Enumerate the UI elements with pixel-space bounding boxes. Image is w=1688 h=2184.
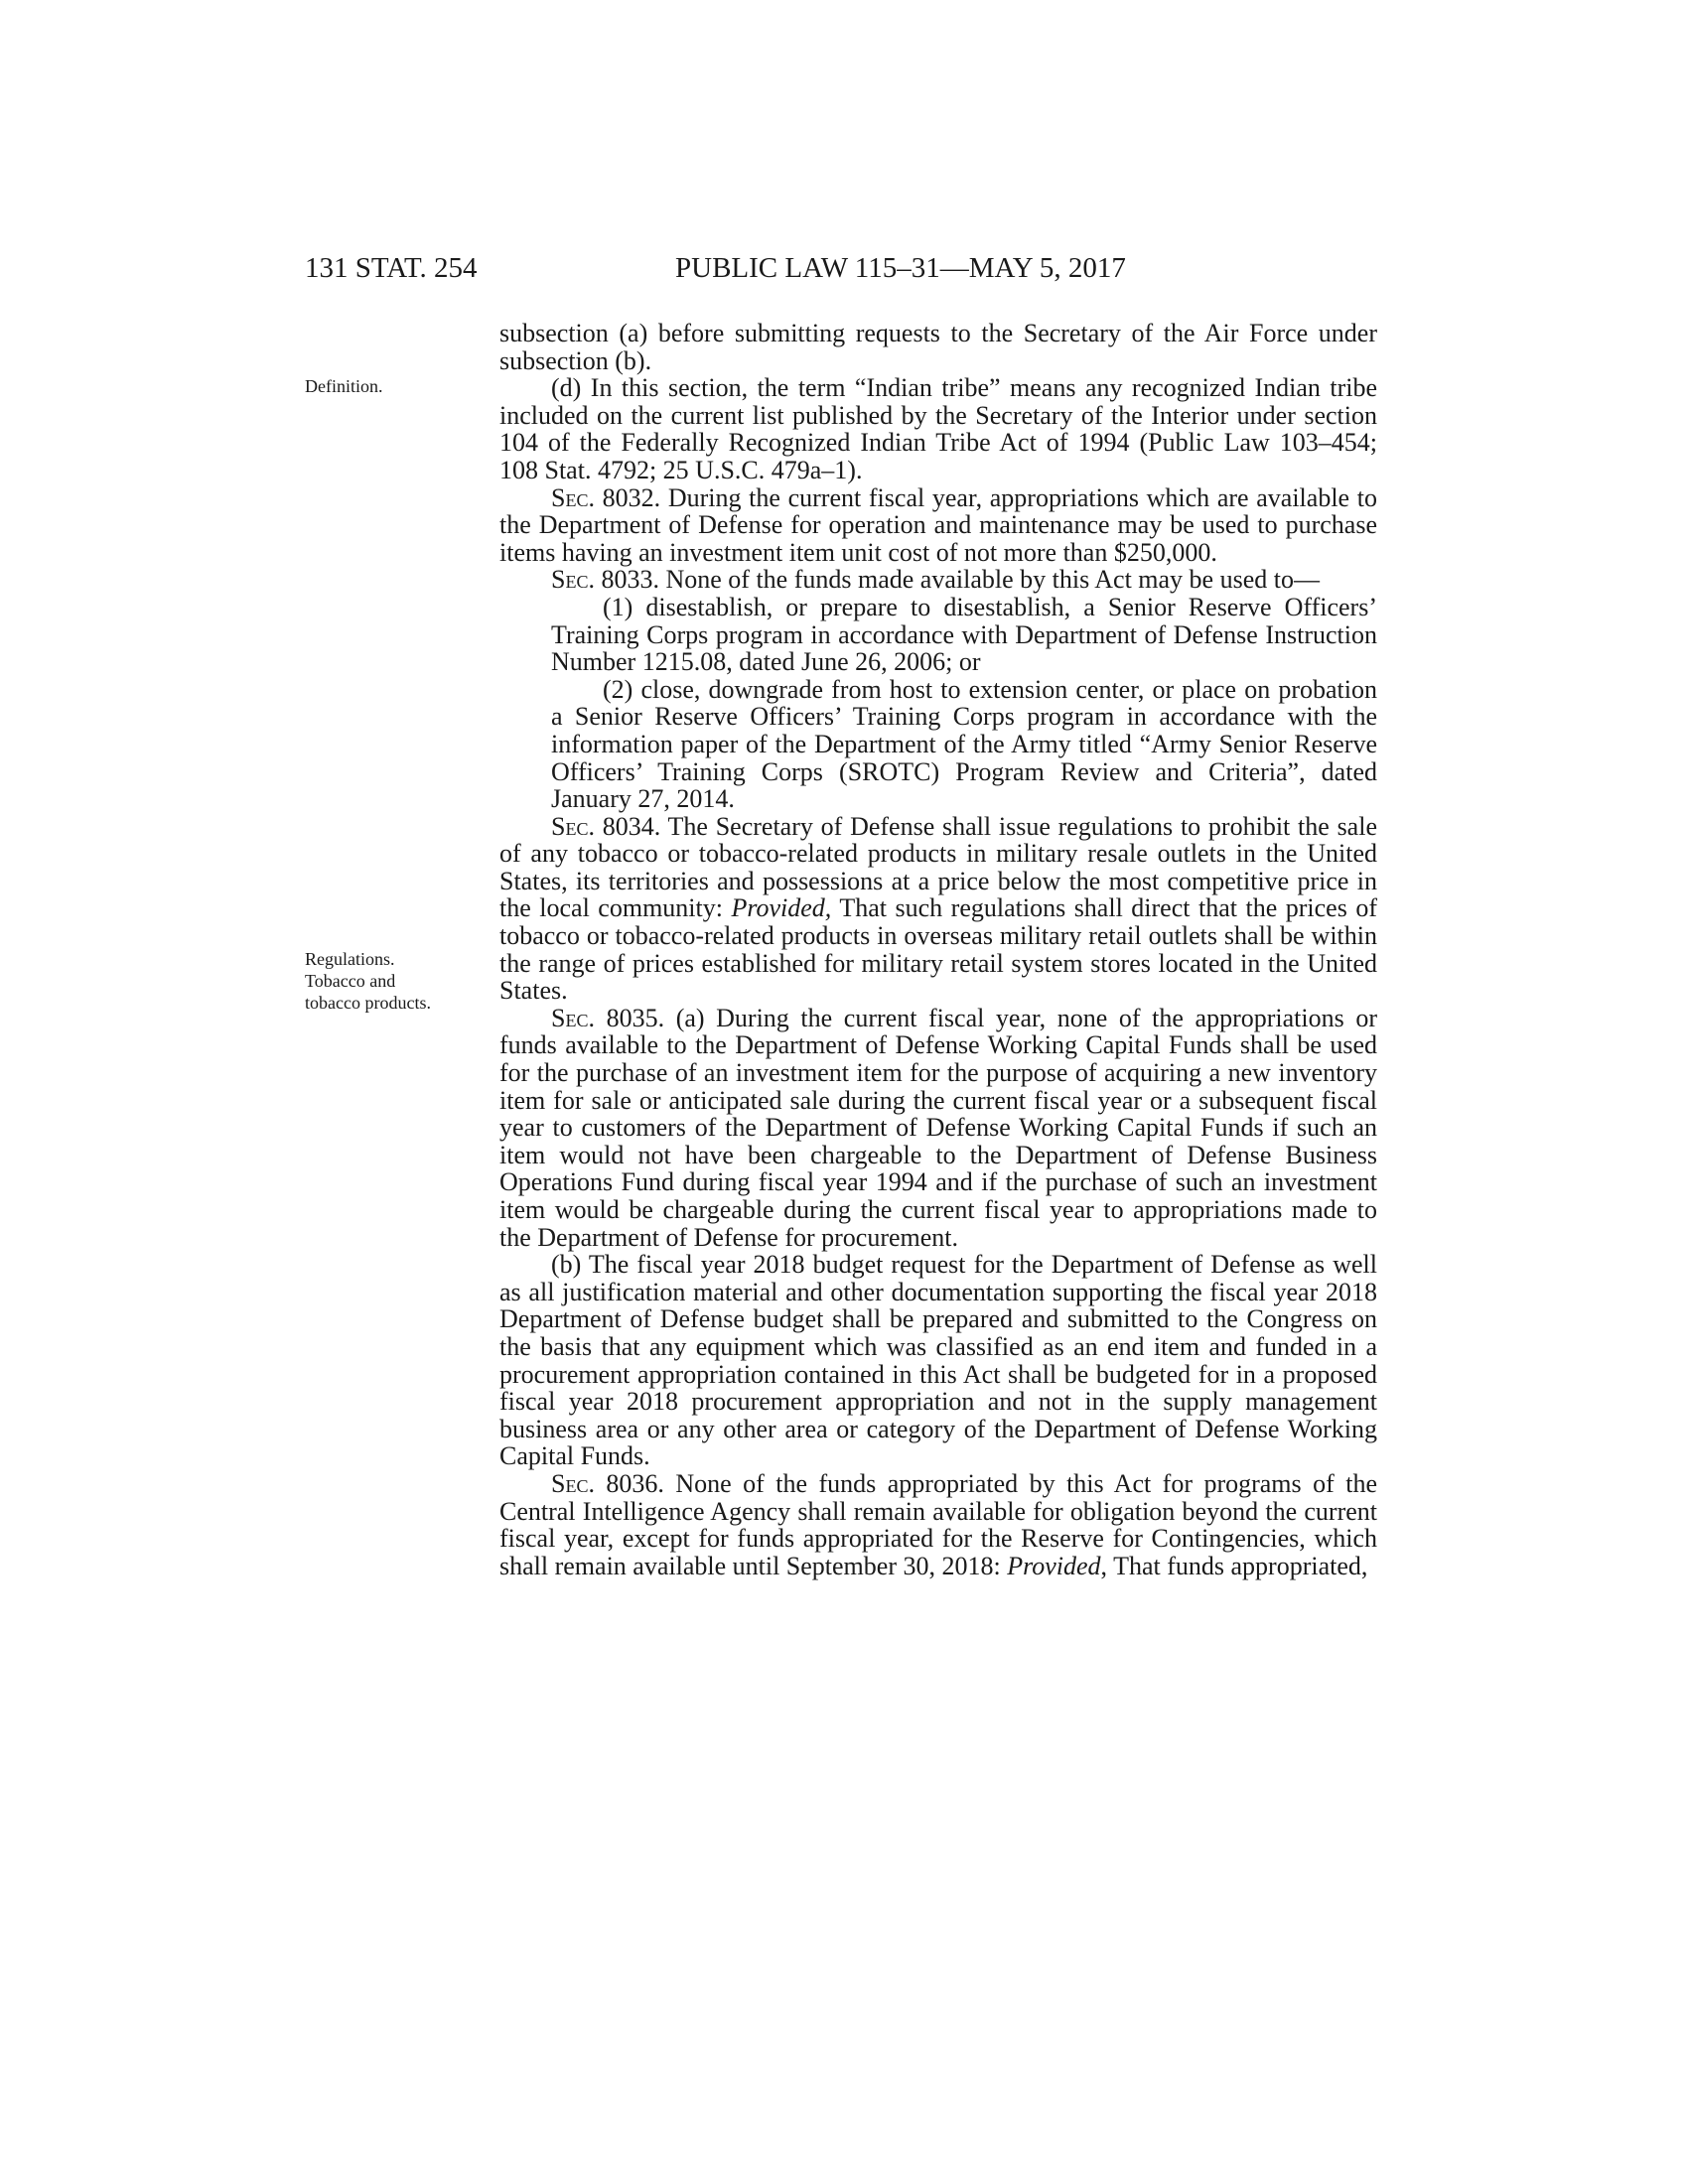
margin-note-definition: Definition. — [305, 376, 383, 396]
section-8034-text-b: That such regulations shall direct that the prices of tobacco or tobacco-related products in overseas military retail outlets shall be within the range of prices established for military retail system stores located in the United States. — [499, 893, 1377, 1006]
section-8033-item-2: (2) close, downgrade from host to extension center, or place on probation a Senior Reserve Officers’ Training Corps program in accordance with the information paper of the Department of the Army titled “Army Senior Reserve Officers’ Training Corps (SROTC) Program Review and Criteria”, dated January 27, 2014. — [551, 674, 1377, 814]
section-8035-label: Sec. 8035. — [551, 1003, 665, 1032]
section-8036-text-a: None of the funds appropriated by this Act for programs of the Central Intelligence Agency shall remain available for obligation beyond the current fiscal year, except for funds appropriated for the Reserve for Contingencies, which shall remain available until September 30, 2018: — [499, 1468, 1377, 1580]
section-8036-text-b: , That funds appropriated, — [1100, 1551, 1368, 1580]
section-8034-text-a: The Secretary of Defense shall issue regulations to prohibit the sale of any tobacco or tobacco-related products in military resale outlets in the United States, its territories and possessions at a price below the most competitive price in the local community: — [499, 811, 1377, 923]
section-8034 — [499, 813, 1377, 1005]
margin-note-regulations — [305, 948, 474, 1014]
section-8036-label: Sec. 8036. — [551, 1468, 664, 1498]
section-8033-text: None of the funds made available by this Act may be used to— — [658, 565, 1320, 595]
page-header — [305, 248, 1203, 288]
paragraph-d-definition: (d) In this section, the term “Indian tribe” means any recognized Indian tribe included on the current list published by the Secretary of the Interior under section 104 of the Federally Recognized Indian Tribe Act of 1994 (Public Law 103–454; 108 Stat. 4792; 25 U.S.C. 479a–1). — [499, 373, 1377, 484]
body-text — [499, 320, 1377, 1579]
section-8036 — [499, 1470, 1377, 1579]
section-8035-b: (b) The fiscal year 2018 budget request for the Department of Defense as well as all justification material and other documentation supporting the fiscal year 2018 Department of Defense budget shall be prepared and submitted to the Congress on the basis that any equipment which was classified as an end item and funded in a procurement appropriation contained in this Act shall be budgeted for in a proposed fiscal year 2018 procurement appropriation and not in the supply management business area or any other area or category of the Department of Defense Working Capital Funds. — [499, 1250, 1377, 1471]
section-8035-a — [499, 1005, 1377, 1251]
section-8033 — [499, 566, 1377, 594]
section-8035-text-a: (a) During the current fiscal year, none of the appropriations or funds available to the Department of Defense Working Capital Funds shall be used for the purchase of an investment item for the purpose of acquiring a new inventory item for sale or anticipated sale during the current fiscal year or a subsequent fiscal year to customers of the Department of Defense Working Capital Funds if such an item would not have been chargeable to the Department of Defense Business Operations Fund during fiscal year 1994 and if the purchase of such an investment item would be chargeable during the current fiscal year to appropriations made to the Department of Defense for procurement. — [499, 1003, 1377, 1252]
section-8032-label: Sec. 8032. — [551, 482, 661, 512]
section-8036-provided: Provided — [1007, 1551, 1101, 1580]
section-8032-text: During the current fiscal year, appropriations which are available to the Department of Defense for operation and maintenance may be used to purchase items having an investment item unit cost of not more than $250,000. — [499, 482, 1377, 567]
paragraph-continued: subsection (a) before submitting requests to the Secretary of the Air Force under subsection (b). — [499, 319, 1377, 375]
section-8033-label: Sec. 8033. — [551, 565, 659, 595]
margin-note-tobacco-line2: tobacco products. — [305, 993, 431, 1013]
section-8033-item-1: (1) disestablish, or prepare to disestablish, a Senior Reserve Officers’ Training Corps program in accordance with Department of Defense Instruction Number 1215.08, dated June 26, 2006; or — [551, 592, 1377, 677]
law-title: PUBLIC LAW 115–31—MAY 5, 2017 — [675, 252, 1126, 284]
margin-note-regulations-line: Regulations. — [305, 949, 395, 969]
section-8034-provided: Provided, — [731, 893, 832, 923]
section-8034-label: Sec. 8034. — [551, 811, 661, 841]
stat-page-number: 131 STAT. 254 — [305, 252, 478, 284]
section-8032 — [499, 484, 1377, 567]
margin-note-tobacco-line1: Tobacco and — [305, 971, 396, 991]
